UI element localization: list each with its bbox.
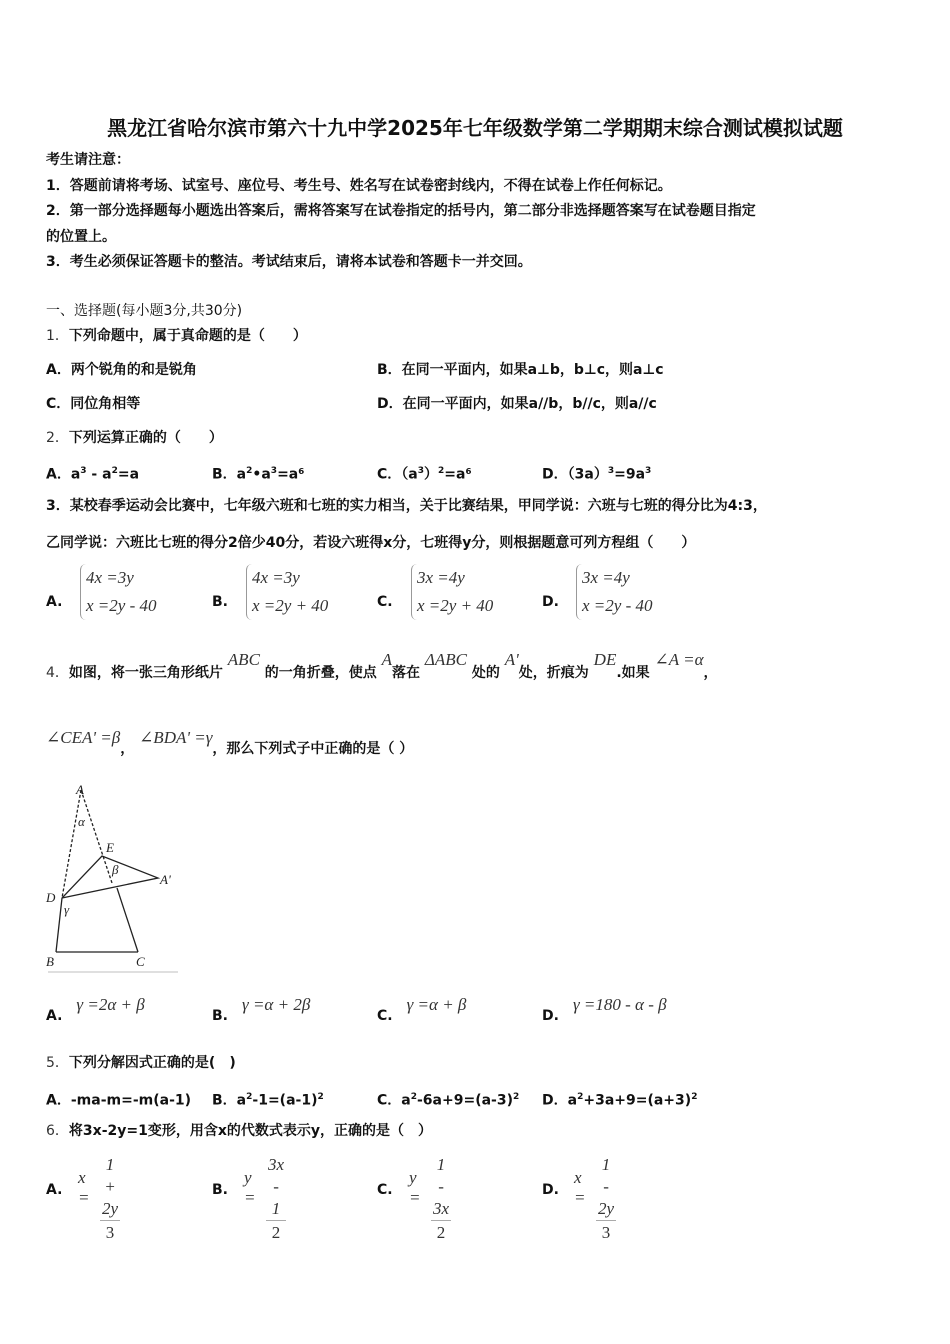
- option-a[interactable]: [46, 1087, 191, 1111]
- text: 的一角折叠，使点: [264, 665, 377, 681]
- text: ，: [120, 741, 135, 757]
- denominator: 2: [436, 1223, 446, 1242]
- denominator: 2: [271, 1223, 281, 1242]
- folded-triangle: [56, 856, 158, 952]
- exponent: 3: [607, 466, 615, 476]
- edge-ec: [117, 888, 138, 952]
- expr: a: [236, 466, 247, 483]
- option-b[interactable]: [212, 461, 304, 485]
- equation: 3x =4y: [417, 568, 465, 587]
- option-label: A．: [46, 466, 71, 483]
- expr: +3a+9=(a+3): [583, 1092, 692, 1109]
- expr: =a⁶: [444, 466, 472, 483]
- option-b[interactable]: [212, 995, 311, 1026]
- equation: x =2y + 40: [252, 596, 329, 615]
- option-d[interactable]: [542, 1087, 697, 1111]
- question-number: 4．: [46, 665, 69, 681]
- equation: 4x =3y: [86, 568, 134, 587]
- lhs: y =: [244, 1168, 256, 1207]
- equation-system[interactable]: [80, 564, 156, 620]
- expr: -1=(a-1): [252, 1092, 318, 1109]
- exponent: 3: [417, 466, 424, 476]
- exponent: 2: [111, 466, 118, 476]
- question-3-line-2: 乙同学说：六班比七班的得分2倍少40分，若设六班得x分，七班得y分，则根据题意可列方程组（ ）: [46, 535, 696, 551]
- label-c: C: [136, 954, 145, 969]
- question-text: 将3x-2y=1变形，用含x的代数式表示y，正确的是（ ）: [68, 1123, 432, 1139]
- math: ∠A =α: [654, 650, 704, 669]
- question-text: 下列运算正确的（ ）: [68, 430, 223, 446]
- expr: γ =2α + β: [76, 995, 145, 1014]
- equation: x =2y - 40: [86, 596, 157, 615]
- notice-item: 3．考生必须保证答题卡的整洁。考试结束后，请将本试卷和答题卡一并交回。: [46, 254, 532, 270]
- expr: γ =180 - α - β: [572, 995, 667, 1014]
- expr: a: [567, 1092, 578, 1109]
- text: 落在: [392, 665, 421, 681]
- math: ΔABC: [424, 650, 468, 669]
- question-number: 1．: [46, 328, 69, 344]
- lhs: x =: [78, 1168, 90, 1207]
- expr: γ =α + β: [406, 995, 467, 1014]
- option-label: D．: [542, 1092, 568, 1109]
- option-label: B.: [212, 1008, 228, 1024]
- question-5: [46, 1053, 236, 1073]
- question-4-line-1: [46, 650, 718, 683]
- expr: （3a）: [567, 466, 608, 483]
- exponent: 2: [246, 1092, 253, 1102]
- label-alpha: α: [78, 814, 85, 829]
- triangle-fold-figure: [40, 780, 185, 980]
- math: ABC: [227, 650, 260, 669]
- option-d[interactable]: D．在同一平面内，如果a//b，b//c，则a//c: [377, 396, 657, 412]
- text: ，那么下列式子中正确的是（ ）: [212, 741, 414, 757]
- page-title: 黑龙江省哈尔滨市第六十九中学2025年七年级数学第二学期期末综合测试模拟试题: [107, 116, 843, 140]
- math: A: [381, 650, 393, 669]
- option-label: A．: [46, 1092, 71, 1109]
- exponent: 2: [246, 466, 253, 476]
- lhs: y =: [409, 1168, 421, 1207]
- expr: a: [70, 466, 81, 483]
- label-d: D: [46, 890, 56, 905]
- option-b[interactable]: [212, 1087, 324, 1111]
- question-number: 6．: [46, 1123, 69, 1139]
- expr: =a⁶: [277, 466, 305, 483]
- question-1: [46, 326, 307, 346]
- option-d[interactable]: [542, 461, 651, 485]
- option-c-label[interactable]: C.: [377, 594, 393, 610]
- option-d[interactable]: [542, 995, 667, 1026]
- numerator: 1 - 3x: [431, 1154, 451, 1221]
- label-a-prime: A': [160, 872, 171, 887]
- section-heading: 一、选择题(每小题3分,共30分): [46, 303, 243, 319]
- option-c[interactable]: [377, 461, 472, 485]
- exponent: 3: [80, 466, 87, 476]
- option-a[interactable]: [46, 461, 139, 485]
- math: DE: [593, 650, 617, 669]
- equation: 4x =3y: [252, 568, 300, 587]
- question-4-line-2: [46, 728, 414, 759]
- exponent: 2: [691, 1092, 698, 1102]
- math: ∠CEA' =β: [46, 728, 121, 747]
- equation-system[interactable]: [576, 564, 652, 620]
- question-text: 下列分解因式正确的是( ): [68, 1055, 236, 1071]
- equation: x =2y + 40: [417, 596, 494, 615]
- text: .如果: [616, 665, 650, 681]
- notice-item: 的位置上。: [46, 229, 116, 245]
- denominator: 3: [105, 1223, 115, 1242]
- expr: （a: [401, 466, 418, 483]
- expr: =a: [117, 466, 140, 483]
- equation-system[interactable]: [411, 564, 493, 620]
- exponent: 2: [577, 1092, 584, 1102]
- option-a[interactable]: [46, 995, 145, 1026]
- expr: ）: [424, 466, 438, 483]
- option-label: C．: [377, 1092, 402, 1109]
- exponent: 2: [438, 466, 445, 476]
- question-6: [46, 1121, 432, 1141]
- option-c-label[interactable]: C.: [377, 1182, 393, 1198]
- option-b[interactable]: B．在同一平面内，如果a⊥b，b⊥c，则a⊥c: [377, 362, 664, 378]
- label-a: A: [76, 782, 84, 797]
- text: 如图，将一张三角形纸片: [68, 665, 223, 681]
- exponent: 2: [513, 1092, 520, 1102]
- dashed-edge-ae: [81, 790, 112, 883]
- expr: -ma-m=-m(a-1): [70, 1092, 192, 1109]
- option-b-label[interactable]: B.: [212, 594, 228, 610]
- option-a[interactable]: A．两个锐角的和是锐角: [46, 362, 197, 378]
- option-d-label[interactable]: D.: [542, 594, 559, 610]
- option-label: B．: [212, 1092, 237, 1109]
- math: ∠BDA' =γ: [139, 728, 213, 747]
- option-a-label[interactable]: A.: [46, 594, 63, 610]
- exponent: 3: [270, 466, 278, 476]
- exponent: 2: [317, 1092, 324, 1102]
- notice-item: 1．答题前请将考场、试室号、座位号、考生号、姓名写在试卷密封线内，不得在试卷上作任何标记。: [46, 178, 672, 194]
- expr: a: [401, 1092, 411, 1109]
- question-3-line-1: 3．某校春季运动会比赛中，七年级六班和七班的实力相当，关于比赛结果，甲同学说：六班与七班的得分比为4:3，: [46, 498, 767, 514]
- option-a-label[interactable]: A.: [46, 1182, 63, 1198]
- exponent: 2: [410, 1092, 417, 1102]
- label-beta: β: [112, 862, 119, 877]
- question-number: 2．: [46, 430, 69, 446]
- numerator: 3x - 1: [266, 1154, 286, 1221]
- notice-item: 2．第一部分选择题每小题选出答案后，需将答案写在试卷指定的括号内，第二部分非选择题答案写在试卷题目指定: [46, 203, 756, 219]
- expr: - a: [86, 466, 112, 483]
- expr: =9a: [614, 466, 646, 483]
- option-c[interactable]: C．同位角相等: [46, 396, 141, 412]
- numerator: 1 - 2y: [596, 1154, 616, 1221]
- text: 处的: [471, 665, 500, 681]
- exponent: 3: [645, 466, 652, 476]
- math: A': [504, 650, 519, 669]
- expr: γ =α + 2β: [242, 995, 311, 1014]
- label-gamma: γ: [64, 902, 70, 917]
- equation: x =2y - 40: [582, 596, 653, 615]
- equation-system[interactable]: [246, 564, 328, 620]
- option-c[interactable]: [377, 995, 467, 1026]
- question-2: [46, 428, 223, 448]
- option-label: A.: [46, 1008, 63, 1024]
- option-label: B．: [212, 466, 237, 483]
- question-number: 5．: [46, 1055, 69, 1071]
- option-b-label[interactable]: B.: [212, 1182, 228, 1198]
- numerator: 1 + 2y: [100, 1154, 120, 1221]
- expr: a: [236, 1092, 247, 1109]
- label-b: B: [46, 954, 54, 969]
- lhs: x =: [574, 1168, 586, 1207]
- text: 处，折痕为: [518, 665, 589, 681]
- expr: -6a+9=(a-3): [417, 1092, 513, 1109]
- text: ，: [703, 665, 718, 681]
- denominator: 3: [601, 1223, 611, 1242]
- label-e: E: [106, 840, 114, 855]
- option-d-label[interactable]: D.: [542, 1182, 559, 1198]
- notice-heading: 考生请注意：: [46, 152, 130, 168]
- option-label: D．: [542, 466, 568, 483]
- option-label: C．: [377, 466, 402, 483]
- expr: •a: [252, 466, 271, 483]
- option-label: C.: [377, 1008, 393, 1024]
- option-label: D.: [542, 1008, 559, 1024]
- option-c[interactable]: [377, 1087, 519, 1111]
- question-text: 下列命题中，属于真命题的是（ ）: [68, 328, 307, 344]
- equation: 3x =4y: [582, 568, 630, 587]
